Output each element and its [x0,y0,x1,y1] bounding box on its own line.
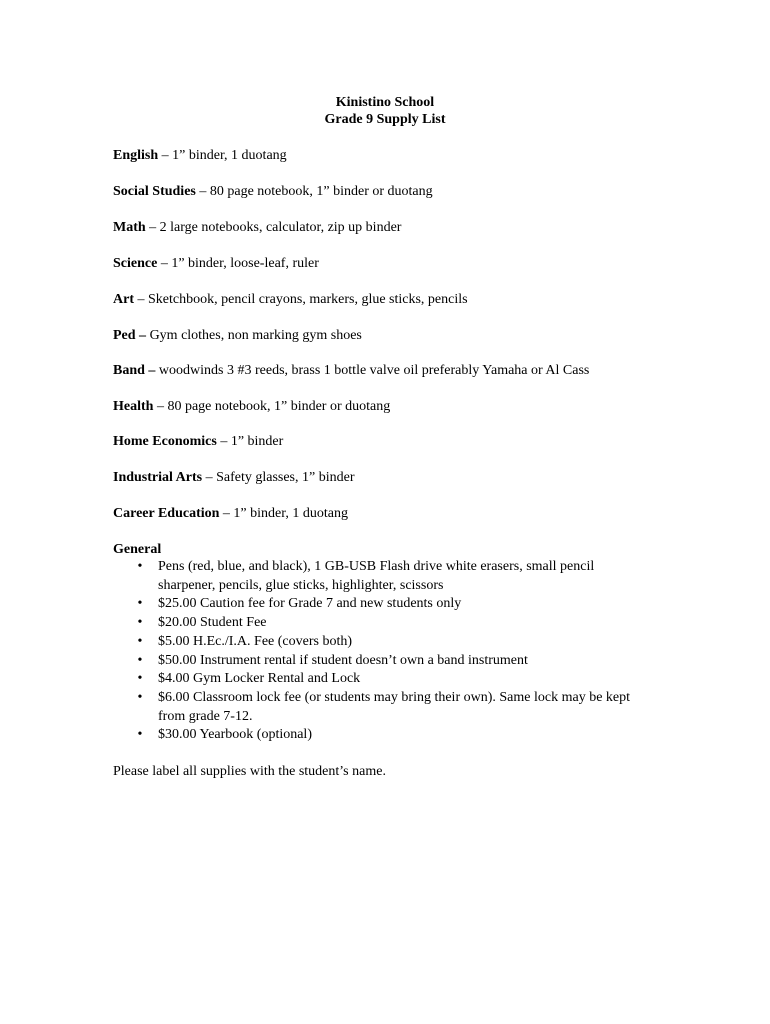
subject-name: Industrial Arts [113,470,203,485]
list-item [113,652,653,671]
subject-items: Gym clothes, non marking gym shoes [149,328,362,343]
list-item [113,689,653,726]
subject-art [113,291,468,308]
subject-separator: – [216,434,231,449]
bullet-icon: • [137,633,143,649]
list-item [113,595,653,614]
subject-items: 2 large notebooks, calculator, zip up binder [159,220,402,235]
document-header [0,94,770,128]
subject-name: Social Studies [113,184,196,199]
list-item-text: $20.00 Student Fee [158,615,267,631]
subject-items: 80 page notebook, 1” binder or duotang [167,399,391,414]
general-heading: General [113,542,162,557]
list-item [113,670,653,689]
list-item [113,633,653,652]
subject-industrial-arts [113,469,355,486]
subject-name: Science [113,256,158,271]
subject-name: Ped – [113,328,147,343]
subject-separator: – [153,399,168,414]
bullet-icon: • [137,689,143,705]
subject-items: woodwinds 3 #3 reeds, brass 1 bottle valve oil preferably Yamaha or Al Cass [158,363,590,378]
subject-science [113,255,319,272]
subject-name: Home Economics [113,434,217,449]
subject-separator: – [195,184,210,199]
list-item-text: $5.00 H.Ec./I.A. Fee (covers both) [158,633,353,649]
subject-name: Math [113,220,146,235]
subject-separator: – [145,220,160,235]
subject-items: 1” binder, loose-leaf, ruler [171,256,319,271]
bullet-icon: • [137,671,143,687]
subject-ped [113,327,362,344]
bullet-icon: • [137,615,143,631]
subject-health [113,398,390,415]
list-item [113,558,653,595]
subject-items: 1” binder, 1 duotang [172,148,287,163]
subject-name: Art [113,292,134,307]
list-item [113,614,653,633]
list-item-text: $4.00 Gym Locker Rental and Lock [158,671,361,687]
subject-english [113,147,287,164]
subject-separator: – [158,148,173,163]
bullet-icon: • [137,559,143,574]
subject-items: 1” binder [230,434,284,449]
subject-social-studies [113,183,433,200]
general-list [113,558,653,745]
list-item-text: $50.00 Instrument rental if student doesn’t own a band instrument [158,652,528,668]
list-item-text: $30.00 Yearbook (optional) [158,727,312,743]
subject-career-education [113,505,348,522]
subject-band [113,362,589,379]
subject-items: Sketchbook, pencil crayons, markers, glue sticks, pencils [148,292,468,307]
subject-name: Band – [113,363,156,378]
bullet-icon: • [137,596,143,612]
subject-math [113,219,401,236]
document-title: Grade 9 Supply List [324,112,446,127]
subject-home-economics [113,433,283,450]
subject-items: Safety glasses, 1” binder [216,470,355,485]
subject-separator: – [157,256,172,271]
list-item-text: Pens (red, blue, and black), 1 GB-USB Flash drive white erasers, small pencil sharpener, pencils, glue sticks, highlighter, scissors [158,559,595,593]
list-item-text: $25.00 Caution fee for Grade 7 and new students only [158,596,462,612]
subject-items: 1” binder, 1 duotang [233,506,348,521]
subject-items: 80 page notebook, 1” binder or duotang [209,184,433,199]
school-name: Kinistino School [335,95,435,110]
bullet-icon: • [137,727,143,743]
subject-separator: – [202,470,217,485]
list-item [113,726,653,745]
subject-name: English [113,148,159,163]
subject-name: Health [113,399,154,414]
subject-separator: – [219,506,234,521]
subject-name: Career Education [113,506,220,521]
closing-note: Please label all supplies with the student’s name. [113,764,386,779]
list-item-text: $6.00 Classroom lock fee (or students may bring their own). Same lock may be kept from grade 7-12. [158,689,631,724]
subject-separator: – [134,292,148,307]
bullet-icon: • [137,652,143,668]
